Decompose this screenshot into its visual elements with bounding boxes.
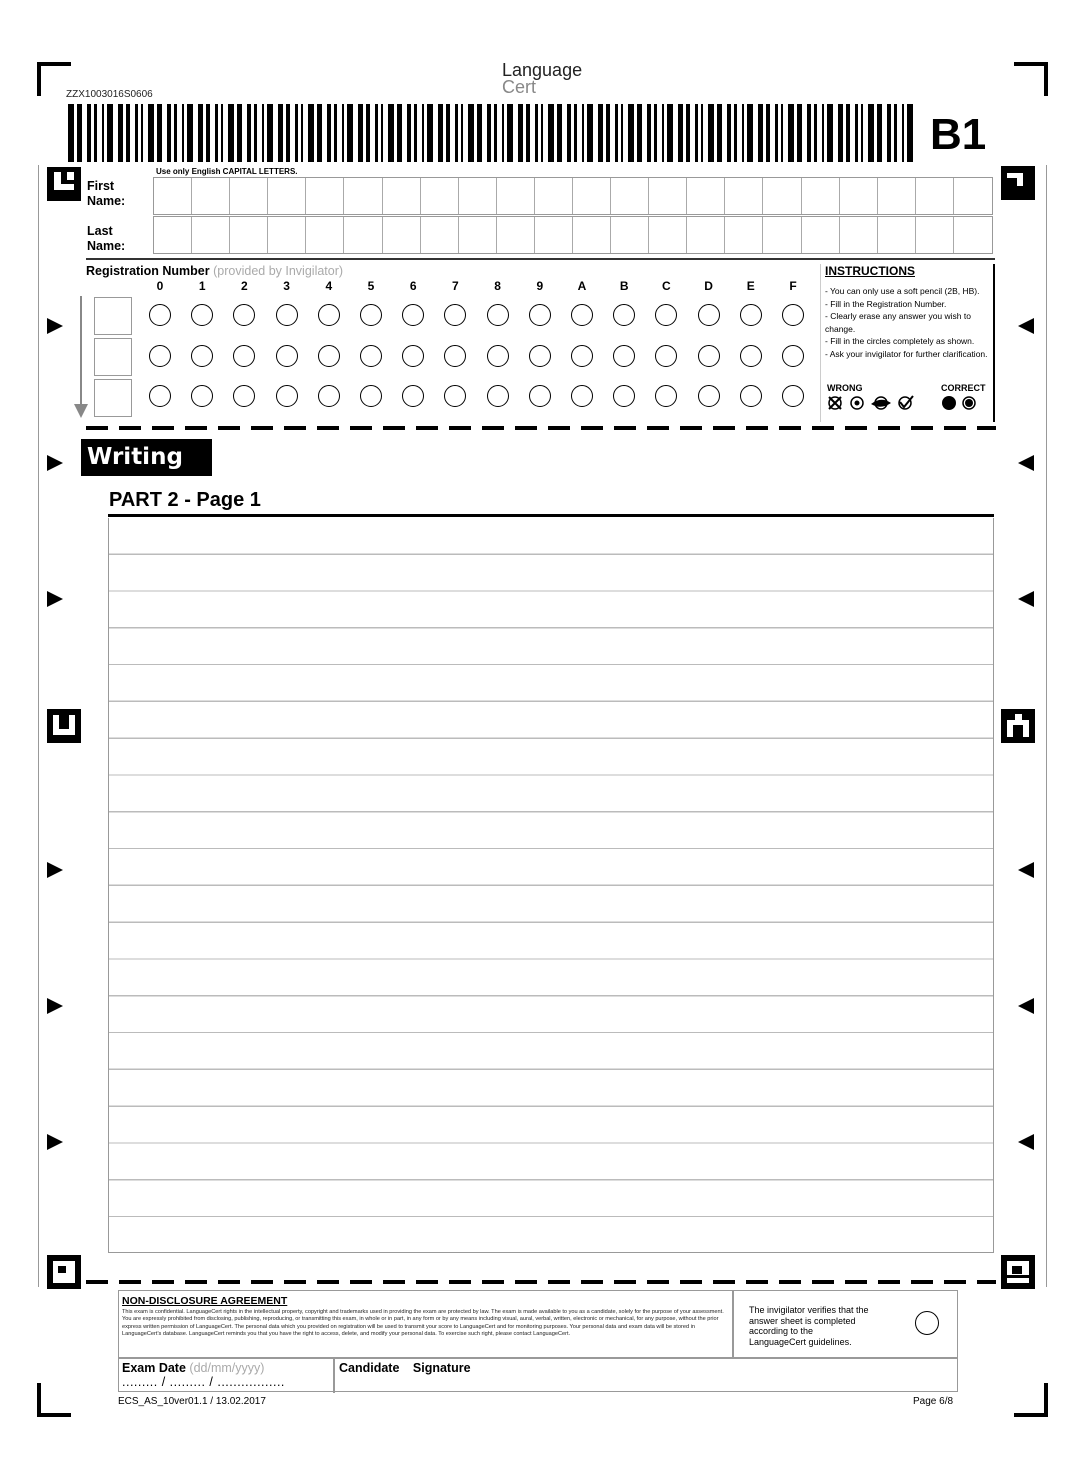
barcode-bar xyxy=(135,104,138,162)
right-margin-rule xyxy=(1046,165,1047,1287)
barcode-bar xyxy=(747,104,753,162)
barcode-bar xyxy=(68,104,74,162)
barcode-bar xyxy=(557,104,562,162)
barcode-bar xyxy=(574,104,577,162)
barcode-bar xyxy=(327,104,331,162)
barcode-bar xyxy=(262,104,264,162)
left-alignment-arrow xyxy=(47,455,63,471)
registration-bubble[interactable] xyxy=(402,304,424,326)
digit-header: 4 xyxy=(325,279,333,293)
barcode-bar xyxy=(157,104,162,162)
letter-box[interactable] xyxy=(611,178,649,214)
letter-box[interactable] xyxy=(230,178,268,214)
letter-box[interactable] xyxy=(383,178,421,214)
letter-box[interactable] xyxy=(840,217,878,253)
candidate-signature-field[interactable]: Candidate Signature xyxy=(339,1361,471,1375)
barcode-bar xyxy=(388,104,394,162)
barcode-bar xyxy=(758,104,763,162)
barcode-bar xyxy=(647,104,651,162)
registration-bubble[interactable] xyxy=(233,345,255,367)
registration-bubble[interactable] xyxy=(698,304,720,326)
letter-box[interactable] xyxy=(725,178,763,214)
registration-marker-bottom-left xyxy=(47,1255,81,1289)
form-code: ECS_AS_10ver01.1 / 13.02.2017 xyxy=(118,1396,266,1407)
barcode-bar xyxy=(662,104,664,162)
letter-box[interactable] xyxy=(421,178,459,214)
barcode-bar xyxy=(422,104,424,162)
letter-box[interactable] xyxy=(763,178,801,214)
registration-bubble[interactable] xyxy=(191,385,213,407)
registration-bubble[interactable] xyxy=(782,345,804,367)
barcode-bar xyxy=(598,104,603,162)
barcode-bar xyxy=(358,104,363,162)
registration-bubble[interactable] xyxy=(655,304,677,326)
nda-divider xyxy=(333,1357,335,1393)
barcode-bar xyxy=(254,104,257,162)
letter-box[interactable] xyxy=(649,217,687,253)
registration-bubble[interactable] xyxy=(191,345,213,367)
barcode-bar xyxy=(838,104,843,162)
barcode-bar xyxy=(397,104,402,162)
barcode-bar xyxy=(308,104,314,162)
letter-box[interactable] xyxy=(154,178,192,214)
registration-box-3[interactable] xyxy=(94,379,132,417)
digit-header: E xyxy=(746,279,755,293)
barcode-bar xyxy=(494,104,497,162)
registration-number-label xyxy=(86,264,343,278)
barcode-bar xyxy=(637,104,642,162)
registration-bubble[interactable] xyxy=(402,345,424,367)
barcode-bar xyxy=(902,104,904,162)
left-alignment-arrow xyxy=(47,318,63,334)
registration-bubble[interactable] xyxy=(360,385,382,407)
registration-bubble[interactable] xyxy=(233,304,255,326)
level-badge: B1 xyxy=(930,110,987,159)
part-title-rule xyxy=(108,514,994,517)
letter-box[interactable] xyxy=(230,217,268,253)
registration-bubble[interactable] xyxy=(487,385,509,407)
correct-label: CORRECT xyxy=(941,383,986,393)
digit-header: 6 xyxy=(409,279,417,293)
letter-box[interactable] xyxy=(687,217,725,253)
registration-bubble[interactable] xyxy=(402,385,424,407)
instructions-title: INSTRUCTIONS xyxy=(825,264,915,278)
section-title: Writing xyxy=(81,439,212,476)
letter-box[interactable] xyxy=(802,217,840,253)
barcode-bar xyxy=(247,104,251,162)
registration-bubble[interactable] xyxy=(444,345,466,367)
nda-divider xyxy=(732,1291,734,1357)
barcode-bar xyxy=(215,104,218,162)
exam-date-field[interactable]: ......... / ......... / ................. xyxy=(122,1375,285,1389)
barcode-bar xyxy=(615,104,618,162)
registration-bubble[interactable] xyxy=(191,304,213,326)
barcode-bar xyxy=(126,104,130,162)
barcode-bar xyxy=(582,104,584,162)
barcode-bar xyxy=(317,104,322,162)
barcode-bar xyxy=(742,104,744,162)
letter-box[interactable] xyxy=(497,217,535,253)
digit-header: C xyxy=(662,279,671,293)
barcode-bar xyxy=(606,104,610,162)
registration-bubble[interactable] xyxy=(529,385,551,407)
registration-marker-top-right xyxy=(1001,166,1035,200)
letter-box[interactable] xyxy=(383,217,421,253)
registration-bubble[interactable] xyxy=(782,385,804,407)
registration-number-hint: (provided by Invigilator) xyxy=(213,264,344,278)
barcode-bar xyxy=(686,104,690,162)
barcode-bar xyxy=(228,104,234,162)
wrong-marks-icon xyxy=(827,395,927,411)
writing-answer-area[interactable] xyxy=(108,518,994,1253)
registration-bubble[interactable] xyxy=(782,304,804,326)
barcode-bar xyxy=(414,104,417,162)
digit-header: 7 xyxy=(452,279,459,293)
registration-bubble[interactable] xyxy=(571,385,593,407)
barcode-bar xyxy=(174,104,177,162)
last-name-label: Last Name: xyxy=(87,224,126,253)
registration-bubble[interactable] xyxy=(740,304,762,326)
registration-bubble[interactable] xyxy=(149,345,171,367)
barcode-bar xyxy=(814,104,817,162)
corner-mark-bottom-left xyxy=(37,1383,71,1417)
letter-box[interactable] xyxy=(916,217,954,253)
part-title: PART 2 - Page 1 xyxy=(109,489,261,511)
digit-header: 5 xyxy=(367,279,375,293)
barcode-bar xyxy=(717,104,722,162)
letter-box[interactable] xyxy=(154,217,192,253)
barcode-bar xyxy=(877,104,882,162)
barcode-bar xyxy=(301,104,303,162)
digit-header: B xyxy=(619,279,629,293)
left-alignment-arrow xyxy=(47,998,63,1014)
barcode-bar xyxy=(507,104,513,162)
barcode-bar xyxy=(187,104,193,162)
instruction-item: - Fill in the circles completely as shown. xyxy=(825,336,975,346)
registration-bubble[interactable] xyxy=(318,385,340,407)
barcode-bar xyxy=(846,104,850,162)
barcode xyxy=(68,104,916,162)
barcode-bar xyxy=(678,104,683,162)
registration-bubble[interactable] xyxy=(276,345,298,367)
letter-box[interactable] xyxy=(802,178,840,214)
serial-code: ZZX1003016S0606 xyxy=(66,89,153,100)
barcode-bar xyxy=(701,104,703,162)
barcode-bar xyxy=(621,104,623,162)
registration-bubble[interactable] xyxy=(276,304,298,326)
registration-bubble[interactable] xyxy=(233,385,255,407)
registration-bubble[interactable] xyxy=(529,345,551,367)
left-alignment-arrow xyxy=(47,862,63,878)
barcode-bar xyxy=(102,104,104,162)
barcode-bar xyxy=(518,104,523,162)
exam-date-title: Exam Date xyxy=(122,1361,186,1375)
registration-bubble[interactable] xyxy=(318,304,340,326)
barcode-bar xyxy=(781,104,783,162)
barcode-bar xyxy=(822,104,824,162)
nda-body: This exam is confidential. LanguageCert rights in the intellectual property, copyright and trademarks used in providing the exam are protected by law. The exam is made available to you as a candidate, solely for the purpose of your assessment. You are expressly prohibited from disclosing, publishing, reproducing, or transmitting this exam, in whole or in part, in any form or by any means including visual, aural, verbal, written, electronic or mechanical, for any purpose, without the prior express written permission of LanguageCert. The personal data which you provided on registration will be used to transmit your score to LanguageCert and for monitoring purposes. Your personal data and exam data will be stored in LanguageCert's database. LanguageCert reminds you that you have the right to access, delete, and modify your personal data. To exercise such right, please contact LanguageCert. xyxy=(122,1309,724,1337)
letter-box[interactable] xyxy=(573,217,611,253)
registration-bubble[interactable] xyxy=(149,304,171,326)
letter-box[interactable] xyxy=(459,217,497,253)
barcode-bar xyxy=(455,104,458,162)
barcode-bar xyxy=(342,104,344,162)
registration-marker-mid-left xyxy=(47,709,81,743)
barcode-bar xyxy=(198,104,203,162)
barcode-bar xyxy=(141,104,143,162)
registration-bubble[interactable] xyxy=(444,304,466,326)
digit-header: 9 xyxy=(536,279,544,293)
correct-marks-icon xyxy=(941,395,981,411)
invigilator-verify-bubble[interactable] xyxy=(915,1311,939,1335)
barcode-bar xyxy=(182,104,184,162)
digit-header: D xyxy=(704,279,713,293)
barcode-bar xyxy=(628,104,634,162)
registration-bubble[interactable] xyxy=(740,345,762,367)
dashed-separator xyxy=(86,1280,996,1284)
barcode-bar xyxy=(727,104,731,162)
letter-box[interactable] xyxy=(344,178,382,214)
registration-bubble[interactable] xyxy=(276,385,298,407)
registration-bubble[interactable] xyxy=(655,385,677,407)
letter-box[interactable] xyxy=(687,178,725,214)
registration-marker-bottom-right xyxy=(1001,1255,1035,1289)
wrong-label: WRONG xyxy=(827,383,863,393)
letter-box[interactable] xyxy=(268,217,306,253)
page-number: Page 6/8 xyxy=(913,1396,954,1407)
barcode-bar xyxy=(654,104,657,162)
invigilator-verify-text: The invigilator verifies that the answer sheet is completed according to the LanguageCert guidelines. xyxy=(749,1305,869,1347)
letter-box[interactable] xyxy=(421,217,459,253)
barcode-bar xyxy=(366,104,370,162)
barcode-bar xyxy=(766,104,770,162)
letter-box[interactable] xyxy=(916,178,954,214)
registration-bubble[interactable] xyxy=(149,385,171,407)
letter-box[interactable] xyxy=(878,178,916,214)
registration-bubble[interactable] xyxy=(318,345,340,367)
barcode-bar xyxy=(237,104,242,162)
registration-bubble[interactable] xyxy=(360,304,382,326)
barcode-bar xyxy=(894,104,897,162)
barcode-bar xyxy=(695,104,698,162)
registration-bubble[interactable] xyxy=(529,304,551,326)
letter-box[interactable] xyxy=(573,178,611,214)
barcode-bar xyxy=(438,104,443,162)
registration-number-title: Registration Number xyxy=(86,264,210,278)
barcode-bar xyxy=(548,104,554,162)
barcode-bar xyxy=(118,104,123,162)
letter-box[interactable] xyxy=(497,178,535,214)
instruction-item: - Clearly erase any answer you wish to change. xyxy=(825,311,971,334)
barcode-bar xyxy=(94,104,97,162)
digit-header: 3 xyxy=(283,279,290,293)
letter-box[interactable] xyxy=(763,217,801,253)
barcode-bar xyxy=(468,104,474,162)
barcode-bar xyxy=(587,104,593,162)
first-name-label: First Name: xyxy=(87,179,126,208)
letter-box[interactable] xyxy=(306,178,344,214)
barcode-bar xyxy=(461,104,463,162)
down-arrow-icon xyxy=(72,296,90,420)
letter-box[interactable] xyxy=(306,217,344,253)
barcode-bar xyxy=(775,104,778,162)
barcode-bar xyxy=(887,104,891,162)
barcode-bar xyxy=(446,104,450,162)
letter-box[interactable] xyxy=(840,178,878,214)
barcode-bar xyxy=(827,104,833,162)
instruction-item: - You can only use a soft pencil (2B, HB). xyxy=(825,286,980,296)
instructions-panel xyxy=(820,264,995,422)
registration-bubble[interactable] xyxy=(571,304,593,326)
right-alignment-arrow xyxy=(1018,591,1034,607)
registration-bubble[interactable] xyxy=(613,345,635,367)
barcode-bar xyxy=(334,104,337,162)
left-alignment-arrow xyxy=(47,1134,63,1150)
barcode-bar xyxy=(148,104,154,162)
digit-header: 1 xyxy=(198,279,206,293)
registration-bubble[interactable] xyxy=(613,385,635,407)
barcode-bar xyxy=(788,104,794,162)
letter-box[interactable] xyxy=(344,217,382,253)
letter-box[interactable] xyxy=(268,178,306,214)
barcode-bar xyxy=(87,104,91,162)
exam-date-label xyxy=(122,1361,264,1375)
right-alignment-arrow xyxy=(1018,455,1034,471)
barcode-bar xyxy=(535,104,538,162)
capital-letters-note: Use only English CAPITAL LETTERS. xyxy=(156,167,298,176)
nda-panel xyxy=(118,1290,958,1392)
letter-box[interactable] xyxy=(192,178,230,214)
barcode-bar xyxy=(541,104,543,162)
right-alignment-arrow xyxy=(1018,1134,1034,1150)
right-alignment-arrow xyxy=(1018,862,1034,878)
logo-line-1: Language xyxy=(502,60,583,80)
barcode-bar xyxy=(502,104,504,162)
letter-box[interactable] xyxy=(535,178,573,214)
barcode-bar xyxy=(667,104,673,162)
letter-box[interactable] xyxy=(535,217,573,253)
digit-header: A xyxy=(577,279,587,293)
exam-date-hint: (dd/mm/yyyy) xyxy=(189,1361,265,1375)
right-alignment-arrow xyxy=(1018,318,1034,334)
barcode-bar xyxy=(861,104,863,162)
registration-bubble[interactable] xyxy=(698,385,720,407)
barcode-bar xyxy=(221,104,223,162)
letter-box[interactable] xyxy=(954,178,992,214)
barcode-bar xyxy=(907,104,913,162)
barcode-bar xyxy=(206,104,210,162)
barcode-bar xyxy=(347,104,353,162)
barcode-bar xyxy=(167,104,171,162)
barcode-bar xyxy=(855,104,858,162)
registration-box-1[interactable] xyxy=(94,297,132,335)
registration-box-2[interactable] xyxy=(94,338,132,376)
registration-bubble[interactable] xyxy=(360,345,382,367)
barcode-bar xyxy=(278,104,283,162)
barcode-bar xyxy=(375,104,378,162)
nda-title: NON-DISCLOSURE AGREEMENT xyxy=(122,1295,288,1307)
digit-header: 2 xyxy=(241,279,248,293)
left-alignment-arrow xyxy=(47,591,63,607)
barcode-bar xyxy=(427,104,433,162)
right-alignment-arrow xyxy=(1018,998,1034,1014)
separator-line xyxy=(86,258,995,260)
registration-bubble[interactable] xyxy=(740,385,762,407)
barcode-bar xyxy=(526,104,530,162)
letter-box[interactable] xyxy=(459,178,497,214)
barcode-bar xyxy=(487,104,491,162)
logo-line-2: Cert xyxy=(502,77,537,97)
registration-bubble[interactable] xyxy=(444,385,466,407)
registration-marker-top-left xyxy=(47,167,81,201)
barcode-bar xyxy=(77,104,82,162)
letter-box[interactable] xyxy=(954,217,992,253)
barcode-bar xyxy=(708,104,714,162)
barcode-bar xyxy=(381,104,383,162)
barcode-bar xyxy=(797,104,802,162)
barcode-bar xyxy=(567,104,571,162)
letter-box[interactable] xyxy=(725,217,763,253)
barcode-bar xyxy=(477,104,482,162)
barcode-bar xyxy=(407,104,411,162)
letter-box[interactable] xyxy=(878,217,916,253)
digit-header: 0 xyxy=(156,279,164,293)
letter-box[interactable] xyxy=(649,178,687,214)
barcode-bar xyxy=(107,104,113,162)
instruction-item: - Ask your invigilator for further clarification. xyxy=(825,348,988,359)
digit-header: F xyxy=(789,279,797,293)
digit-header: 8 xyxy=(494,279,501,293)
registration-bubble[interactable] xyxy=(613,304,635,326)
instruction-item: - Fill in the Registration Number. xyxy=(825,298,947,309)
dashed-separator xyxy=(86,426,996,430)
barcode-bar xyxy=(267,104,273,162)
barcode-bar xyxy=(286,104,290,162)
registration-bubble[interactable] xyxy=(487,345,509,367)
registration-bubble[interactable] xyxy=(698,345,720,367)
registration-marker-mid-right xyxy=(1001,709,1035,743)
letter-box[interactable] xyxy=(192,217,230,253)
last-name-boxes[interactable] xyxy=(153,216,993,254)
corner-mark-top-right xyxy=(1014,62,1048,96)
registration-bubble[interactable] xyxy=(487,304,509,326)
corner-mark-bottom-right xyxy=(1014,1383,1048,1417)
languagecert-logo xyxy=(502,62,582,96)
barcode-bar xyxy=(295,104,298,162)
first-name-boxes[interactable] xyxy=(153,177,993,215)
barcode-bar xyxy=(868,104,874,162)
left-margin-rule xyxy=(38,165,39,1287)
barcode-bar xyxy=(807,104,811,162)
letter-box[interactable] xyxy=(611,217,649,253)
barcode-bar xyxy=(734,104,737,162)
registration-bubble[interactable] xyxy=(571,345,593,367)
registration-bubble[interactable] xyxy=(655,345,677,367)
nda-divider xyxy=(119,1357,957,1359)
